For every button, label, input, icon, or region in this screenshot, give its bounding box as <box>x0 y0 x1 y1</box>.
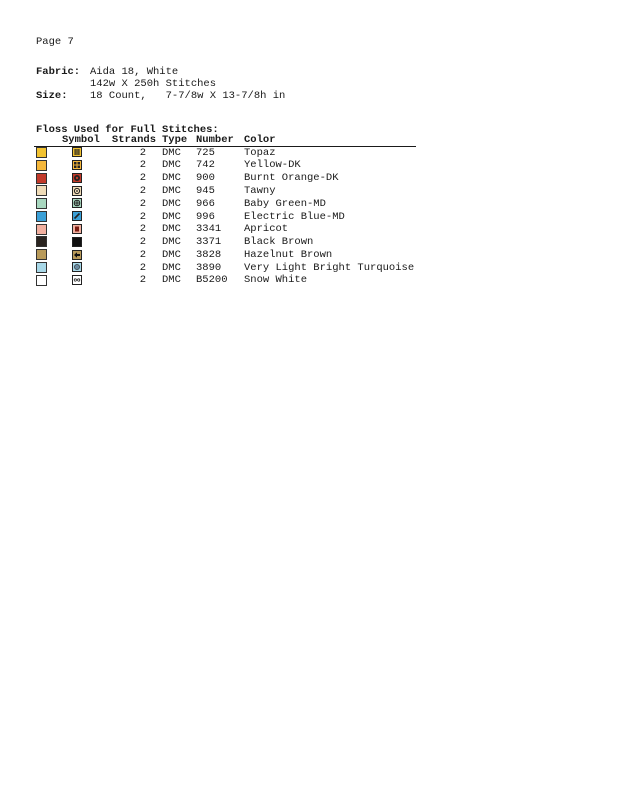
color-name-cell: Electric Blue-MD <box>244 210 345 223</box>
type-cell: DMC <box>162 223 181 236</box>
type-cell: DMC <box>162 236 181 249</box>
stitches-row <box>36 78 285 90</box>
half-fill-icon <box>72 224 82 234</box>
strands-cell: 2 <box>139 159 146 172</box>
floss-row <box>34 275 416 288</box>
swatch-cell <box>34 185 56 198</box>
strands-cell: 2 <box>139 184 146 197</box>
symbol-cell <box>56 262 104 275</box>
swatch-cell <box>34 160 56 173</box>
color-name-cell: Baby Green-MD <box>244 197 326 210</box>
stitches-label <box>36 78 90 90</box>
number-cell: 742 <box>196 159 215 172</box>
fabric-value: Aida 18, White <box>90 66 179 78</box>
type-cell: DMC <box>162 184 181 197</box>
swatch-cell <box>34 147 56 160</box>
floss-table <box>34 135 416 288</box>
color-swatch <box>36 198 47 209</box>
swatch-cell <box>34 249 56 262</box>
type-cell: DMC <box>162 274 181 287</box>
floss-row <box>34 236 416 249</box>
number-cell: 945 <box>196 184 215 197</box>
floss-row <box>34 147 416 160</box>
color-name-cell: Apricot <box>244 223 289 236</box>
size-row <box>36 90 285 102</box>
diagonal-slash-icon <box>72 211 82 221</box>
strands-cell: 2 <box>139 146 146 159</box>
type-cell: DMC <box>162 146 181 159</box>
stitches-value: 142w X 250h Stitches <box>90 78 217 90</box>
type-cell: DMC <box>162 248 181 261</box>
color-swatch <box>36 275 47 286</box>
type-cell: DMC <box>162 159 181 172</box>
circle-plus-icon <box>72 198 82 208</box>
color-name-cell: Snow White <box>244 274 308 287</box>
number-cell: 996 <box>196 210 215 223</box>
floss-section-title: Floss Used for Full Stitches: <box>36 124 219 136</box>
number-cell: 725 <box>196 146 215 159</box>
ring-icon <box>72 186 82 196</box>
strands-cell: 2 <box>139 172 146 185</box>
number-cell: 900 <box>196 172 215 185</box>
fabric-info <box>36 66 285 102</box>
vertical-bars-icon <box>72 147 82 157</box>
color-name-cell: Yellow-DK <box>244 159 301 172</box>
color-column-header: Color <box>242 135 416 147</box>
color-name-cell: Tawny <box>244 184 276 197</box>
type-cell: DMC <box>162 172 181 185</box>
color-swatch <box>36 224 47 235</box>
strands-cell: 2 <box>139 236 146 249</box>
type-column-header: Type <box>160 135 194 147</box>
number-cell: 3341 <box>196 223 222 236</box>
floss-row <box>34 262 416 275</box>
strands-cell: 2 <box>139 210 146 223</box>
floss-row <box>34 185 416 198</box>
strands-cell: 2 <box>139 261 146 274</box>
type-cell: DMC <box>162 210 181 223</box>
symbol-cell <box>56 198 104 211</box>
floss-header-row <box>34 135 416 147</box>
strands-cell: 2 <box>139 197 146 210</box>
type-cell: DMC <box>162 197 181 210</box>
color-swatch <box>36 160 47 171</box>
swatch-cell <box>34 173 56 186</box>
swatch-cell <box>34 262 56 275</box>
symbol-cell <box>56 147 104 160</box>
symbol-column-header: Symbol <box>56 135 104 147</box>
floss-row <box>34 224 416 237</box>
color-name-cell: Black Brown <box>244 236 314 249</box>
number-cell: 3890 <box>196 261 222 274</box>
size-value: 18 Count, 7-7/8w X 13-7/8h in <box>90 90 286 102</box>
symbol-cell <box>56 224 104 237</box>
floss-row <box>34 198 416 211</box>
swatch-cell <box>34 275 56 288</box>
color-swatch <box>36 147 47 158</box>
page-number: Page 7 <box>36 36 74 48</box>
type-cell: DMC <box>162 261 181 274</box>
color-swatch <box>36 236 47 247</box>
fabric-label: Fabric: <box>36 66 81 78</box>
color-swatch <box>36 173 47 184</box>
symbol-cell <box>56 275 104 288</box>
solid-square-icon <box>72 237 82 247</box>
fabric-row <box>36 66 285 78</box>
floss-row <box>34 160 416 173</box>
swatch-cell <box>34 236 56 249</box>
color-swatch <box>36 249 47 260</box>
symbol-cell <box>56 173 104 186</box>
swatch-cell <box>34 198 56 211</box>
floss-row <box>34 249 416 262</box>
dark-circle-icon <box>72 173 82 183</box>
strands-cell: 2 <box>139 248 146 261</box>
swatch-cell <box>34 224 56 237</box>
number-cell: 3828 <box>196 248 222 261</box>
number-column-header: Number <box>194 135 242 147</box>
color-swatch <box>36 185 47 196</box>
number-cell: B5200 <box>196 274 228 287</box>
color-name-cell: Burnt Orange-DK <box>244 172 339 185</box>
left-arrow-icon <box>72 250 82 260</box>
color-swatch <box>36 211 47 222</box>
symbol-cell <box>56 185 104 198</box>
swatch-cell <box>34 211 56 224</box>
strands-cell: 2 <box>139 274 146 287</box>
dotted-circle-icon <box>72 262 82 272</box>
infinity-icon <box>72 275 82 285</box>
strands-cell: 2 <box>139 223 146 236</box>
floss-row <box>34 173 416 186</box>
symbol-cell <box>56 211 104 224</box>
floss-row <box>34 211 416 224</box>
strands-column-header: Strands <box>104 135 160 147</box>
symbol-cell <box>56 249 104 262</box>
color-name-cell: Hazelnut Brown <box>244 248 333 261</box>
color-name-cell: Topaz <box>244 146 276 159</box>
symbol-cell <box>56 236 104 249</box>
symbol-cell <box>56 160 104 173</box>
size-label: Size: <box>36 90 68 102</box>
swatch-column-header <box>34 135 56 147</box>
number-cell: 3371 <box>196 236 222 249</box>
grid-dots-icon <box>72 160 82 170</box>
color-name-cell: Very Light Bright Turquoise <box>244 261 415 274</box>
color-swatch <box>36 262 47 273</box>
number-cell: 966 <box>196 197 215 210</box>
